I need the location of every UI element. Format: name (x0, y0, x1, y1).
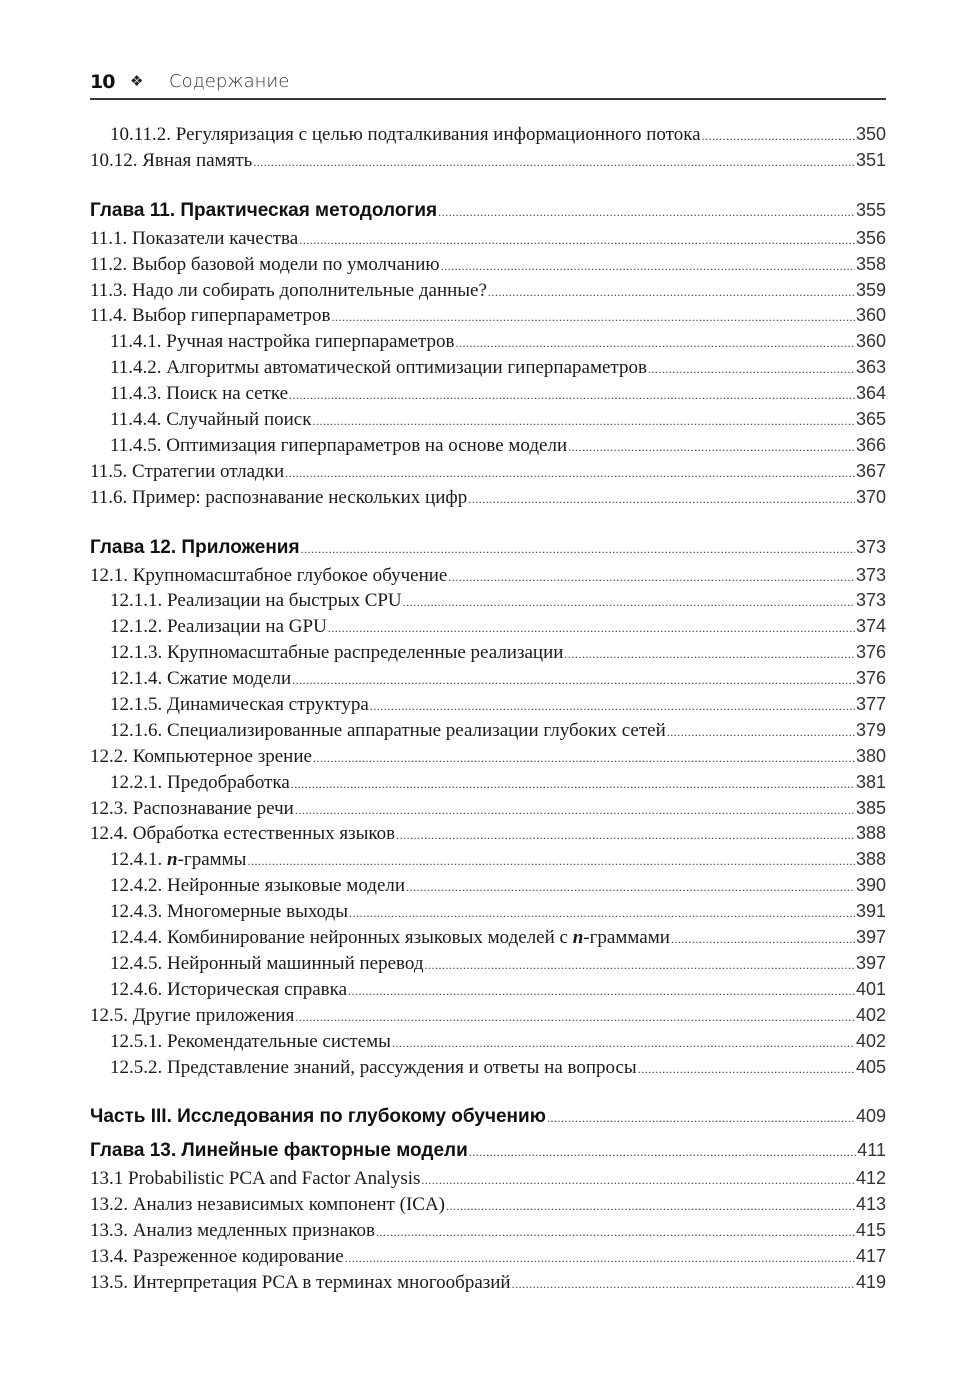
leader-dots (441, 259, 855, 274)
toc-entry-page: 388 (855, 823, 886, 844)
toc-entry[interactable] (90, 1005, 886, 1031)
chapter-page: 411 (857, 1140, 886, 1161)
toc-entry-label: 12.5.2. Представление знаний, рассуждения и ответы на вопросы (110, 1056, 637, 1078)
toc-entry[interactable] (90, 875, 886, 901)
toc-entry-label (90, 849, 246, 871)
toc-entry[interactable] (90, 435, 886, 461)
leader-dots (301, 542, 855, 557)
toc-entry-page: 385 (855, 797, 886, 818)
toc-entry-page: 413 (855, 1194, 886, 1215)
chapter-page: 355 (855, 199, 886, 220)
toc-entry[interactable] (90, 280, 886, 306)
toc-entry[interactable] (90, 1168, 886, 1194)
toc-entry[interactable] (90, 228, 886, 254)
leader-dots (512, 1277, 855, 1292)
leader-dots (292, 673, 855, 688)
running-header (90, 70, 886, 100)
toc-entry[interactable] (90, 357, 886, 383)
toc-entry-label: 12.4.5. Нейронный машинный перевод (110, 952, 424, 974)
table-of-contents (90, 124, 886, 1298)
toc-entry[interactable] (90, 383, 886, 409)
toc-entry[interactable] (90, 642, 886, 668)
chapter-11-entries (90, 228, 886, 513)
leader-dots (299, 233, 855, 248)
toc-entry-page: 402 (855, 1004, 886, 1025)
toc-entry-page: 412 (855, 1168, 886, 1189)
chapter-title: Глава 11. Практическая методология (90, 199, 438, 221)
toc-entry-label: 11.4.1. Ручная настройка гиперпараметров (110, 331, 455, 353)
toc-entry-page: 358 (855, 253, 886, 274)
toc-entry[interactable] (90, 1031, 886, 1057)
toc-entry-page: 359 (855, 279, 886, 300)
toc-entry[interactable] (90, 409, 886, 435)
toc-part-3[interactable] (90, 1106, 886, 1134)
toc-entry[interactable] (90, 668, 886, 694)
toc-entry-label: 13.5. Интерпретация PCA в терминах многообразий (90, 1271, 511, 1293)
leader-dots (392, 1036, 855, 1051)
toc-entry[interactable] (90, 487, 886, 513)
toc-entry[interactable] (90, 901, 886, 927)
toc-entry-label: 10.12. Явная память (90, 149, 253, 171)
toc-entry-page: 370 (855, 486, 886, 507)
toc-entry-label: 12.1.3. Крупномасштабные распределенные реализации (110, 642, 564, 664)
toc-entry-label: 11.4.4. Случайный поиск (110, 409, 312, 431)
toc-entry[interactable] (90, 590, 886, 616)
label-prefix: 12.4.4. Комбинирование нейронных языковых моделей с (110, 927, 573, 949)
toc-entry-label: 13.3. Анализ медленных признаков (90, 1220, 375, 1242)
leader-dots (564, 647, 855, 662)
leader-dots (671, 932, 855, 947)
toc-entry-label: 13.2. Анализ независимых компонент (ICA) (90, 1194, 445, 1216)
leader-dots (253, 155, 855, 170)
toc-entry-page: 381 (855, 771, 886, 792)
leader-dots (345, 1251, 855, 1266)
toc-entry-page: 397 (855, 927, 886, 948)
toc-entry-page: 351 (855, 149, 886, 170)
toc-entry-page: 380 (855, 745, 886, 766)
leader-dots (638, 1062, 855, 1077)
label-suffix: -граммы (177, 849, 247, 871)
toc-entry-label: 11.1. Показатели качества (90, 227, 299, 249)
label-italic-variable: n (167, 849, 178, 871)
toc-entry-label: 12.1.6. Специализированные аппаратные реализации глубоких сетей (110, 719, 666, 741)
toc-entry-label: 11.6. Пример: распознавание нескольких цифр (90, 486, 468, 508)
toc-entry-page: 350 (855, 124, 886, 144)
toc-entry-page: 397 (855, 952, 886, 973)
toc-entry[interactable] (90, 331, 886, 357)
toc-entry-label: 12.4.3. Многомерные выходы (110, 901, 348, 923)
toc-entry-page: 419 (855, 1271, 886, 1292)
toc-entry[interactable] (90, 823, 886, 849)
toc-entry-label: 11.5. Стратегии отладки (90, 460, 285, 482)
leader-dots (568, 440, 855, 455)
toc-entry-label: 12.1.1. Реализации на быстрых CPU (110, 590, 402, 612)
label-prefix: 12.4.1. (110, 849, 167, 871)
toc-entry-label: 13.4. Разреженное кодирование (90, 1246, 344, 1268)
toc-entry[interactable] (90, 1220, 886, 1246)
leader-dots (424, 958, 854, 973)
chapter-title: Глава 13. Линейные факторные модели (90, 1140, 468, 1162)
leader-dots (667, 725, 855, 740)
chapter-13-entries (90, 1168, 886, 1297)
toc-entry-label: 12.1.2. Реализации на GPU (110, 616, 327, 638)
leader-dots (331, 310, 854, 325)
toc-entry-page: 379 (855, 719, 886, 740)
toc-entry[interactable] (90, 150, 886, 176)
toc-entry-page: 356 (855, 227, 886, 248)
leader-dots (349, 906, 855, 921)
toc-entry[interactable] (90, 1246, 886, 1272)
leader-dots (313, 751, 855, 766)
leader-dots (438, 205, 855, 220)
toc-entry-label: 12.1. Крупномасштабное глубокое обучение (90, 564, 448, 586)
header-title: Содержание (169, 71, 290, 92)
toc-entry[interactable] (90, 798, 886, 824)
chapter-page: 373 (855, 536, 886, 557)
toc-entry-label: 11.4.2. Алгоритмы автоматической оптимизации гиперпараметров (110, 357, 647, 379)
toc-entry[interactable] (90, 1057, 886, 1083)
leader-dots (469, 1145, 857, 1160)
chapter-title: Глава 12. Приложения (90, 536, 300, 558)
toc-entry-page: 376 (855, 668, 886, 689)
leader-dots (446, 1199, 855, 1214)
toc-entry-page: 373 (855, 564, 886, 585)
toc-entry[interactable] (90, 849, 886, 875)
toc-entry-label: 12.2.1. Предобработка (110, 771, 290, 793)
leader-dots (403, 595, 855, 610)
leader-dots (396, 828, 855, 843)
toc-entry-label: 13.1 Probabilistic PCA and Factor Analysis (90, 1168, 421, 1190)
toc-entry-page: 402 (855, 1030, 886, 1051)
leader-dots (468, 492, 855, 507)
spacer (90, 176, 886, 200)
toc-entry-label: 12.4. Обработка естественных языков (90, 823, 396, 845)
toc-entry-page: 415 (855, 1220, 886, 1241)
toc-entry[interactable] (90, 772, 886, 798)
toc-entry[interactable] (90, 124, 886, 150)
toc-entry-page: 405 (855, 1056, 886, 1077)
spacer (90, 513, 886, 537)
toc-entry-label: 12.4.2. Нейронные языковые модели (110, 875, 406, 897)
toc-entry-label: 12.1.4. Сжатие модели (110, 668, 292, 690)
toc-entry-page: 390 (855, 875, 886, 896)
spacer (90, 1082, 886, 1106)
part-page: 409 (855, 1106, 886, 1127)
toc-entry-label: 11.2. Выбор базовой модели по умолчанию (90, 253, 440, 275)
toc-entry-label: 12.2. Компьютерное зрение (90, 745, 312, 767)
part-title: Часть III. Исследования по глубокому обучению (90, 1106, 546, 1128)
toc-entry-page: 364 (855, 383, 886, 404)
toc-entry-label (90, 927, 670, 949)
toc-entry-label: 11.4. Выбор гиперпараметров (90, 305, 331, 327)
toc-entry[interactable] (90, 1194, 886, 1220)
toc-entry-page: 374 (855, 616, 886, 637)
leader-dots (376, 1225, 855, 1240)
label-italic-variable: n (572, 927, 584, 949)
toc-entry-label: 11.3. Надо ли собирать дополнительные данные? (90, 279, 487, 301)
leader-dots (348, 984, 855, 999)
toc-entry[interactable] (90, 979, 886, 1005)
toc-entry-page: 388 (855, 849, 886, 870)
toc-entry-page: 360 (855, 331, 886, 352)
toc-entry-page: 376 (855, 642, 886, 663)
toc-entry[interactable] (90, 953, 886, 979)
ornament-icon: ❖ (130, 72, 144, 90)
leader-dots (295, 803, 855, 818)
chapter-12-entries (90, 565, 886, 1083)
leader-dots (370, 699, 855, 714)
toc-entry-page: 377 (855, 694, 886, 715)
leader-dots (312, 414, 854, 429)
toc-entry-label: 12.5.1. Рекомендательные системы (110, 1030, 391, 1052)
leader-dots (328, 621, 855, 636)
leader-dots (289, 388, 855, 403)
toc-entry[interactable] (90, 616, 886, 642)
toc-entry[interactable] (90, 720, 886, 746)
leader-dots (488, 285, 855, 300)
leader-dots (702, 129, 855, 144)
leader-dots (547, 1111, 855, 1126)
toc-entry-page: 373 (855, 590, 886, 611)
toc-chapter-13[interactable] (90, 1140, 886, 1168)
toc-entry-page: 363 (855, 357, 886, 378)
toc-entry[interactable] (90, 254, 886, 280)
leader-dots (455, 336, 855, 351)
toc-entry-page: 366 (855, 434, 886, 455)
toc-entry[interactable] (90, 305, 886, 331)
toc-entry[interactable] (90, 565, 886, 591)
toc-entry-label: 12.3. Распознавание речи (90, 797, 294, 819)
toc-entry-page: 367 (855, 460, 886, 481)
leader-dots (648, 362, 855, 377)
label-suffix: -граммами (583, 927, 670, 949)
toc-chapter-12[interactable] (90, 537, 886, 565)
toc-chapter-11[interactable] (90, 200, 886, 228)
toc-entry-page: 401 (855, 978, 886, 999)
toc-entry-label: 12.4.6. Историческая справка (110, 978, 348, 1000)
leader-dots (295, 1010, 855, 1025)
leader-dots (421, 1173, 855, 1188)
leader-dots (406, 880, 855, 895)
toc-entry[interactable] (90, 1272, 886, 1298)
toc-entry[interactable] (90, 694, 886, 720)
toc-entry-label: 10.11.2. Регуляризация с целью подталкивания информационного потока (110, 124, 701, 145)
toc-entry-label: 11.4.3. Поиск на сетке (110, 383, 289, 405)
toc-entry[interactable] (90, 746, 886, 772)
leader-dots (285, 466, 855, 481)
toc-entry-page: 365 (855, 409, 886, 430)
toc-entry-label: 11.4.5. Оптимизация гиперпараметров на основе модели (110, 434, 568, 456)
toc-entry-page: 417 (855, 1246, 886, 1267)
toc-entry[interactable] (90, 461, 886, 487)
toc-entry-page: 360 (855, 305, 886, 326)
leader-dots (247, 854, 855, 869)
toc-entry-page: 391 (855, 901, 886, 922)
leader-dots (448, 570, 855, 585)
toc-entry-label: 12.5. Другие приложения (90, 1004, 295, 1026)
leader-dots (291, 777, 855, 792)
toc-entry[interactable] (90, 927, 886, 953)
toc-entry-label: 12.1.5. Динамическая структура (110, 694, 369, 716)
page-number: 10 (90, 71, 115, 93)
